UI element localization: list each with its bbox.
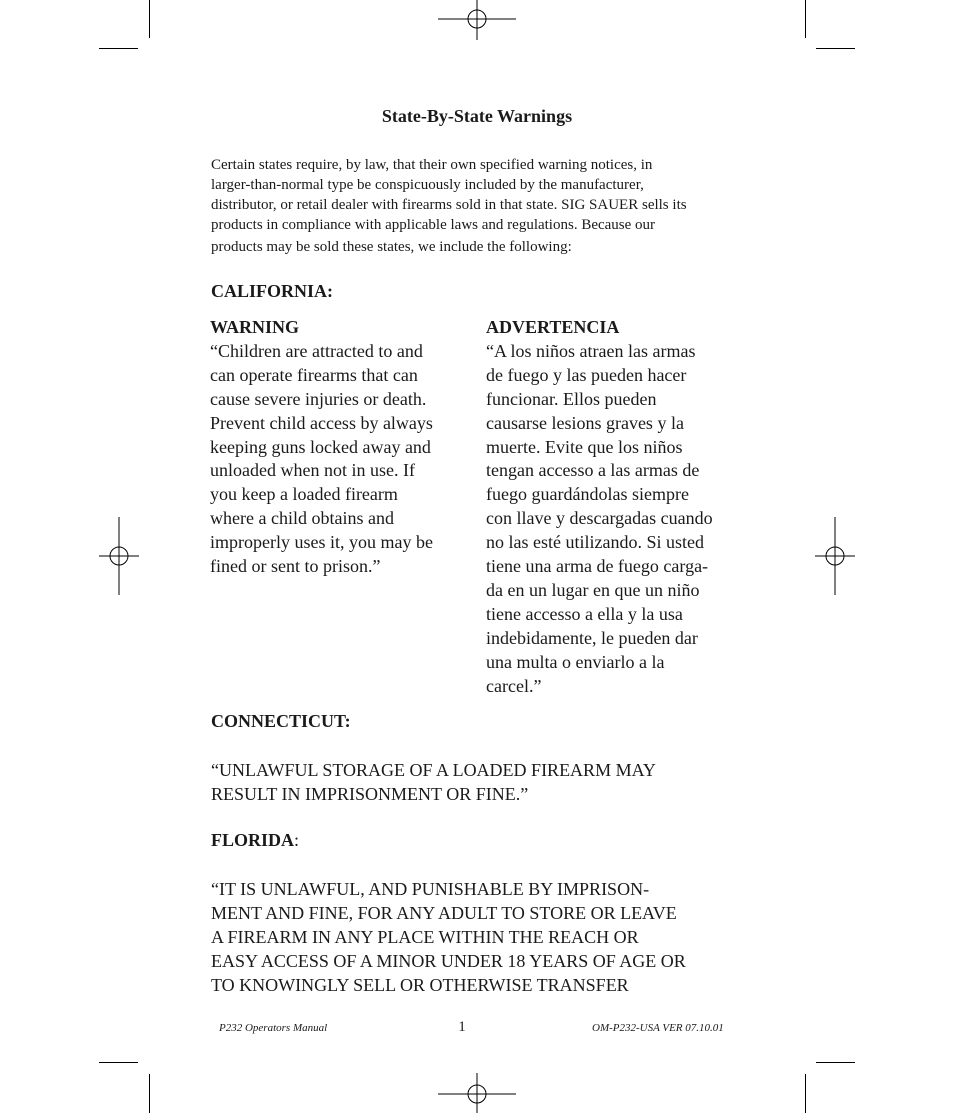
warning-line: improperly uses it, you may be — [210, 532, 433, 553]
warning-line: Prevent child access by always — [210, 412, 433, 433]
warning-heading: WARNING — [210, 317, 300, 337]
florida-line: TO KNOWINGLY SELL OR OTHERWISE TRANSFER — [211, 975, 629, 995]
advertencia-line: muerte. Evite que los niños — [486, 436, 683, 457]
florida-warning — [211, 877, 771, 997]
advertencia-line: “A los niños atraen las armas — [486, 340, 696, 361]
advertencia-line: carcel.” — [486, 675, 542, 696]
advertencia-line: fuego guardándolas siempre — [486, 484, 689, 505]
registration-mark-bottom — [438, 1035, 516, 1113]
warning-line: “Children are attracted to and — [210, 340, 423, 361]
california-warning-english — [210, 316, 475, 579]
california-heading: CALIFORNIA: — [211, 281, 334, 301]
florida-label: FLORIDA — [211, 830, 295, 850]
intro-paragraph — [211, 155, 756, 257]
advertencia-line: indebidamente, le pueden dar — [486, 627, 698, 648]
connecticut-line: “UNLAWFUL STORAGE OF A LOADED FIREARM MAY — [211, 760, 656, 780]
connecticut-line: RESULT IN IMPRISONMENT OR FINE.” — [211, 784, 529, 804]
warning-line: cause severe injuries or death. — [210, 388, 427, 409]
intro-line: products in compliance with applicable laws and regulations. Because our — [211, 217, 656, 233]
crop-mark-top-left-horizontal — [99, 48, 138, 49]
warning-line: can operate firearms that can — [210, 364, 418, 385]
registration-mark-left — [80, 517, 158, 595]
intro-line: products may be sold these states, we include the following: — [211, 239, 572, 255]
connecticut-warning — [211, 758, 771, 806]
intro-line: Certain states require, by law, that their own specified warning notices, in — [211, 157, 653, 173]
advertencia-line: tiene accesso a ella y la usa — [486, 603, 683, 624]
advertencia-line: de fuego y las pueden hacer — [486, 364, 687, 385]
florida-label-colon: : — [294, 830, 300, 850]
crop-mark-bottom-right-horizontal — [816, 1062, 855, 1063]
advertencia-line: da en un lugar en que un niño — [486, 579, 700, 600]
florida-line: A FIREARM IN ANY PLACE WITHIN THE REACH OR — [211, 927, 639, 947]
connecticut-heading: CONNECTICUT: — [211, 711, 351, 731]
crop-mark-bottom-right-vertical — [805, 1074, 806, 1113]
footer-version: OM-P232-USA VER 07.10.01 — [592, 1022, 724, 1034]
florida-line: EASY ACCESS OF A MINOR UNDER 18 YEARS OF AGE OR — [211, 951, 686, 971]
page-title: State-By-State Warnings — [381, 106, 573, 126]
warning-line: unloaded when not in use. If — [210, 460, 415, 481]
advertencia-line: una multa o enviarlo a la — [486, 651, 665, 672]
warning-line: where a child obtains and — [210, 508, 394, 529]
registration-mark-right — [796, 517, 874, 595]
advertencia-line: no las esté utilizando. Si usted — [486, 532, 704, 553]
advertencia-line: tiene una arma de fuego carga- — [486, 556, 709, 577]
footer-manual-title: P232 Operators Manual — [219, 1022, 328, 1034]
warning-line: fined or sent to prison.” — [210, 556, 381, 577]
crop-mark-top-right-horizontal — [816, 48, 855, 49]
florida-line: MENT AND FINE, FOR ANY ADULT TO STORE OR LEAVE — [211, 903, 677, 923]
florida-heading — [211, 830, 299, 851]
warning-line: keeping guns locked away and — [210, 436, 431, 457]
intro-line: distributor, or retail dealer with firearms sold in that state. SIG SAUER sells its — [211, 197, 687, 213]
registration-mark-top — [438, 0, 516, 78]
advertencia-line: tengan accesso a las armas de — [486, 460, 700, 481]
warning-line: you keep a loaded firearm — [210, 484, 398, 505]
crop-mark-bottom-left-vertical — [149, 1074, 150, 1113]
advertencia-heading: ADVERTENCIA — [486, 317, 620, 337]
florida-line: “IT IS UNLAWFUL, AND PUNISHABLE BY IMPRISON- — [211, 879, 650, 899]
intro-line: larger-than-normal type be conspicuously included by the manufacturer, — [211, 177, 644, 193]
advertencia-line: con llave y descargadas cuando — [486, 508, 713, 529]
california-warning-spanish — [486, 316, 761, 699]
crop-mark-top-right-vertical — [805, 0, 806, 38]
advertencia-line: causarse lesions graves y la — [486, 412, 684, 433]
advertencia-line: funcionar. Ellos pueden — [486, 388, 657, 409]
crop-mark-bottom-left-horizontal — [99, 1062, 138, 1063]
page-number: 1 — [458, 1019, 466, 1035]
crop-mark-top-left-vertical — [149, 0, 150, 38]
